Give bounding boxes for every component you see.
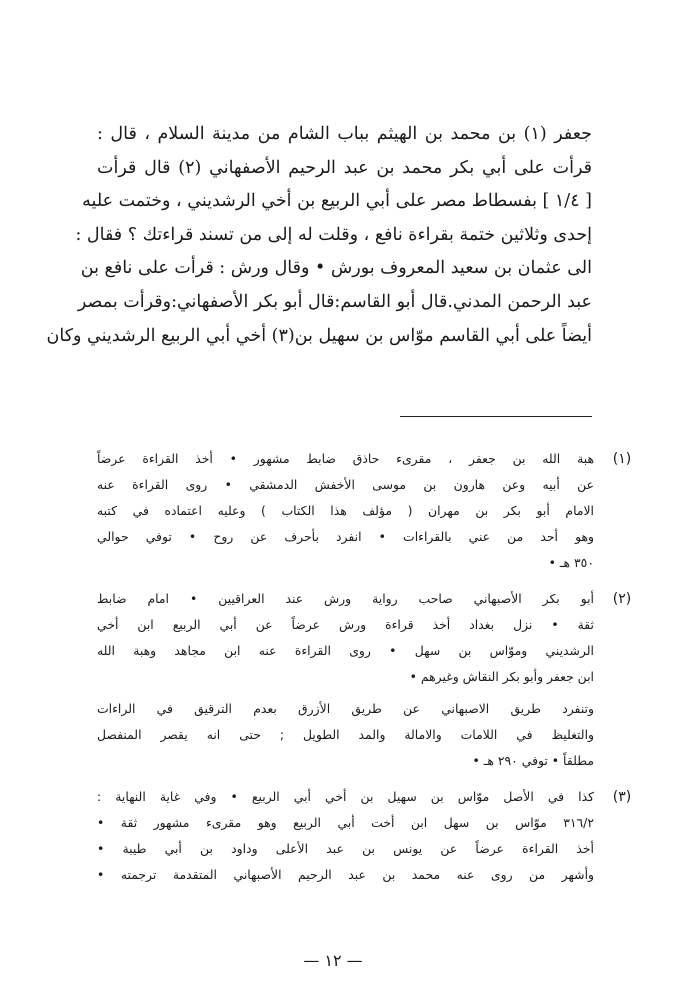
footnote-line: ابن جعفر وأبو بكر النقاش وغيرهم •	[409, 669, 594, 684]
footnote-line: وتنفرد طريق الاصبهاني عن طريق الأزرق بعدم الترقيق في الراءات	[97, 701, 594, 716]
footnote-line: الامام أبو بكر بن مهران ( مؤلف هذا الكتاب ) وعليه اعتماده في كتبه	[97, 503, 594, 518]
main-text-line: جعفر (١) بن محمد بن الهيثم بباب الشام من مدينة السلام ، قال :	[97, 124, 592, 144]
main-text-block	[46, 118, 592, 353]
page-number: — ١٢ —	[303, 951, 363, 970]
main-text-line: الى عثمان بن سعيد المعروف بورش • وقال ورش : قرأت على نافع بن	[80, 258, 592, 279]
footnote-line: كذا في الأصل موّاس بن سهيل بن أخي أبي الربيع • وفي غاية النهاية :	[97, 789, 594, 804]
footnote-1	[97, 446, 632, 576]
footnote-line: هبة الله بن جعفر ، مقرىء حاذق ضابط مشهور • أخذ القراءة عرضاً	[97, 451, 594, 466]
main-text-line: عبد الرحمن المدني.قال أبو القاسم:قال أبو بكر الأصفهاني:وقرأت بمصر	[77, 291, 592, 312]
footnote-marker: (١)	[612, 451, 632, 467]
footnote-3	[97, 784, 632, 888]
main-text-line: قرأت على أبي بكر محمد بن عبد الرحيم الأصفهاني (٢) قال قرأت	[97, 157, 592, 178]
footnote-line: وهو أحد من عني بالقراءات • انفرد بأحرف عن روح • توفي حوالي	[97, 529, 594, 544]
footnote-line: ثقة • نزل بغداد أخذ قراءة ورش عرضاً عن أبي الربيع ابن أخي	[97, 617, 594, 632]
footnote-divider	[400, 416, 592, 417]
main-text-line: أيضاً على أبي القاسم موّاس بن سهيل بن(٣) أخي أبي الربيع الرشديني وكان	[46, 325, 592, 346]
footnotes-block	[97, 446, 632, 898]
footnote-marker: (٢)	[612, 591, 632, 607]
main-text-line: إحدى وثلاثين ختمة بقراءة نافع ، وقلت له إلى من تسند قراءتك ؟ فقال :	[75, 224, 592, 245]
footnote-line: أخذ القراءة عرضاً عن يونس بن عبد الأعلى وداود بن أبي طيبة •	[97, 841, 594, 856]
footnote-line: الرشديني وموّاس بن سهل • روى القراءة عنه ابن مجاهد وهبة الله	[97, 643, 594, 658]
footnote-marker: (٣)	[612, 789, 632, 805]
footnote-2	[97, 586, 632, 774]
footnote-line: مطلقاً • توفي ٢٩٠ هـ •	[472, 753, 594, 768]
footnote-line: ٣١٦/٢ موّاس بن سهل ابن أخت أبي الربيع وهو مقرىء مشهور ثقة •	[97, 815, 594, 830]
footnote-line: عن أبيه وعن هارون بن موسى الأخفش الدمشقي • روى القراءة عنه	[97, 477, 594, 492]
footnote-line: وأشهر من روى عنه محمد بن عبد الرحيم الأصبهاني المتقدمة ترجمته •	[97, 867, 594, 882]
footnote-line: ٣٥٠ هـ •	[548, 555, 594, 570]
footnote-line: أبو بكر الأصبهاني صاحب رواية ورش عند العراقيين • امام ضابط	[97, 591, 594, 606]
main-text-line: [ ١/٤ ] بفسطاط مصر على أبي الربيع بن أخي الرشديني ، وختمت عليه	[82, 191, 592, 212]
footnote-line: والتغليظ في اللامات والامالة والمد الطويل ; حتى انه يقصر المنفصل	[97, 727, 594, 742]
